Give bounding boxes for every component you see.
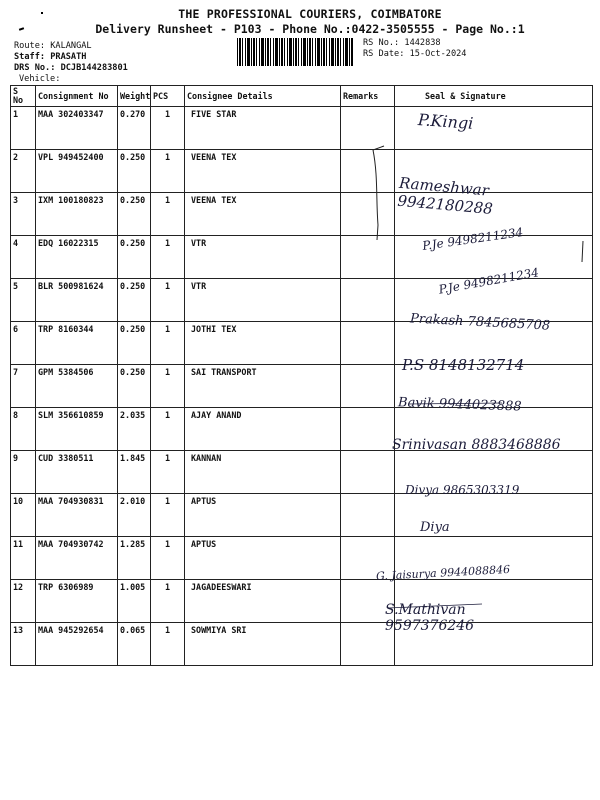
pcs: 1 (151, 365, 185, 408)
consignment-no: IXM 100180823 (36, 193, 118, 236)
weight: 0.250 (118, 236, 151, 279)
consignment-no: TRP 8160344 (36, 322, 118, 365)
pcs: 1 (151, 279, 185, 322)
consignment-no: EDQ 16022315 (36, 236, 118, 279)
sno: 13 (11, 623, 36, 666)
pcs: 1 (151, 193, 185, 236)
col-consignee: Consignee Details (185, 86, 341, 107)
pcs: 1 (151, 150, 185, 193)
remarks (341, 236, 395, 279)
runsheet-title: Delivery Runsheet - P103 - Phone No.:0422-3505555 - Page No.:1 (95, 22, 525, 36)
consignment-no: MAA 704930742 (36, 537, 118, 580)
consignment-no: TRP 6306989 (36, 580, 118, 623)
remarks (341, 193, 395, 236)
signature-7: P.S 8148132714 (402, 356, 525, 374)
remarks (341, 322, 395, 365)
sno: 5 (11, 279, 36, 322)
weight: 0.250 (118, 150, 151, 193)
pcs: 1 (151, 623, 185, 666)
consignee: APTUS (185, 494, 341, 537)
table-row (11, 494, 593, 537)
consignment-no: VPL 949452400 (36, 150, 118, 193)
weight: 0.250 (118, 279, 151, 322)
consignee: APTUS (185, 537, 341, 580)
signature-1: P.Kingi (417, 110, 474, 133)
consignee: FIVE STAR (185, 107, 341, 150)
weight: 1.845 (118, 451, 151, 494)
pcs: 1 (151, 322, 185, 365)
sno: 11 (11, 537, 36, 580)
remarks (341, 451, 395, 494)
consignee: JAGADEESWARI (185, 580, 341, 623)
drs-label: DRS No.: DCJB144283801 (14, 63, 128, 73)
company-title: THE PROFESSIONAL COURIERS, COIMBATORE (178, 7, 442, 21)
signature-9: Srinivasan 8883468886 (392, 437, 561, 453)
weight: 0.250 (118, 365, 151, 408)
sno: 7 (11, 365, 36, 408)
signature-12: G. Jaisurya 9944088846 (375, 562, 511, 583)
remarks (341, 365, 395, 408)
table-row (11, 107, 593, 150)
weight: 2.010 (118, 494, 151, 537)
sno: 4 (11, 236, 36, 279)
sno: 3 (11, 193, 36, 236)
remarks (341, 150, 395, 193)
consignee: VEENA TEX (185, 193, 341, 236)
sno: 8 (11, 408, 36, 451)
rs-number: RS No.: 1442838 (363, 38, 441, 48)
runsheet-table (10, 85, 593, 666)
sno: 10 (11, 494, 36, 537)
sno: 2 (11, 150, 36, 193)
pcs: 1 (151, 236, 185, 279)
consignee: VTR (185, 279, 341, 322)
pcs: 1 (151, 451, 185, 494)
consignment-no: SLM 356610859 (36, 408, 118, 451)
remarks (341, 408, 395, 451)
vehicle-label: Vehicle: (19, 74, 61, 84)
barcode (237, 38, 353, 66)
signature-5: P.Je 9498211234 (437, 265, 540, 297)
weight: 2.035 (118, 408, 151, 451)
col-sno: S No (11, 86, 36, 107)
consignee: VTR (185, 236, 341, 279)
weight: 0.250 (118, 193, 151, 236)
sno: 9 (11, 451, 36, 494)
consignee: KANNAN (185, 451, 341, 494)
signature-8: Bavik 9944023888 (397, 395, 522, 415)
col-weight: Weight (118, 86, 151, 107)
consignee: SOWMIYA SRI (185, 623, 341, 666)
signature-4: P.Je 9498211234 (421, 225, 525, 253)
remarks (341, 107, 395, 150)
signature-11: Diya (420, 520, 450, 535)
signature-6: Prakash 7845685708 (409, 311, 551, 334)
weight: 0.250 (118, 322, 151, 365)
consignment-no: CUD 3380511 (36, 451, 118, 494)
weight: 1.285 (118, 537, 151, 580)
consignment-no: BLR 500981624 (36, 279, 118, 322)
route-label: Route: KALANGAL (14, 41, 92, 51)
consignee: AJAY ANAND (185, 408, 341, 451)
staff-label: Staff: PRASATH (14, 52, 87, 62)
consignment-no: MAA 704930831 (36, 494, 118, 537)
signature-10: Divya 9865303319 (405, 483, 520, 497)
sno: 6 (11, 322, 36, 365)
rs-date: RS Date: 15-Oct-2024 (363, 49, 467, 59)
weight: 1.005 (118, 580, 151, 623)
sno: 1 (11, 107, 36, 150)
signature-13: S.Mathivan 9597376246 (385, 602, 475, 634)
consignee: VEENA TEX (185, 150, 341, 193)
col-consignment: Consignment No (36, 86, 118, 107)
consignment-no: MAA 302403347 (36, 107, 118, 150)
signature-3: Rameshwar 9942180288 (396, 173, 494, 218)
consignment-no: MAA 945292654 (36, 623, 118, 666)
remarks (341, 494, 395, 537)
remarks (341, 279, 395, 322)
pcs: 1 (151, 537, 185, 580)
col-remarks: Remarks (341, 86, 395, 107)
weight: 0.270 (118, 107, 151, 150)
pcs: 1 (151, 107, 185, 150)
col-signature: Seal & Signature (395, 86, 593, 107)
col-pcs: PCS (151, 86, 185, 107)
sno: 12 (11, 580, 36, 623)
pcs: 1 (151, 408, 185, 451)
consignee: JOTHI TEX (185, 322, 341, 365)
consignee: SAI TRANSPORT (185, 365, 341, 408)
pcs: 1 (151, 494, 185, 537)
consignment-no: GPM 5384506 (36, 365, 118, 408)
pcs: 1 (151, 580, 185, 623)
weight: 0.065 (118, 623, 151, 666)
table-header-row (11, 86, 593, 107)
corner-dot (41, 12, 43, 14)
